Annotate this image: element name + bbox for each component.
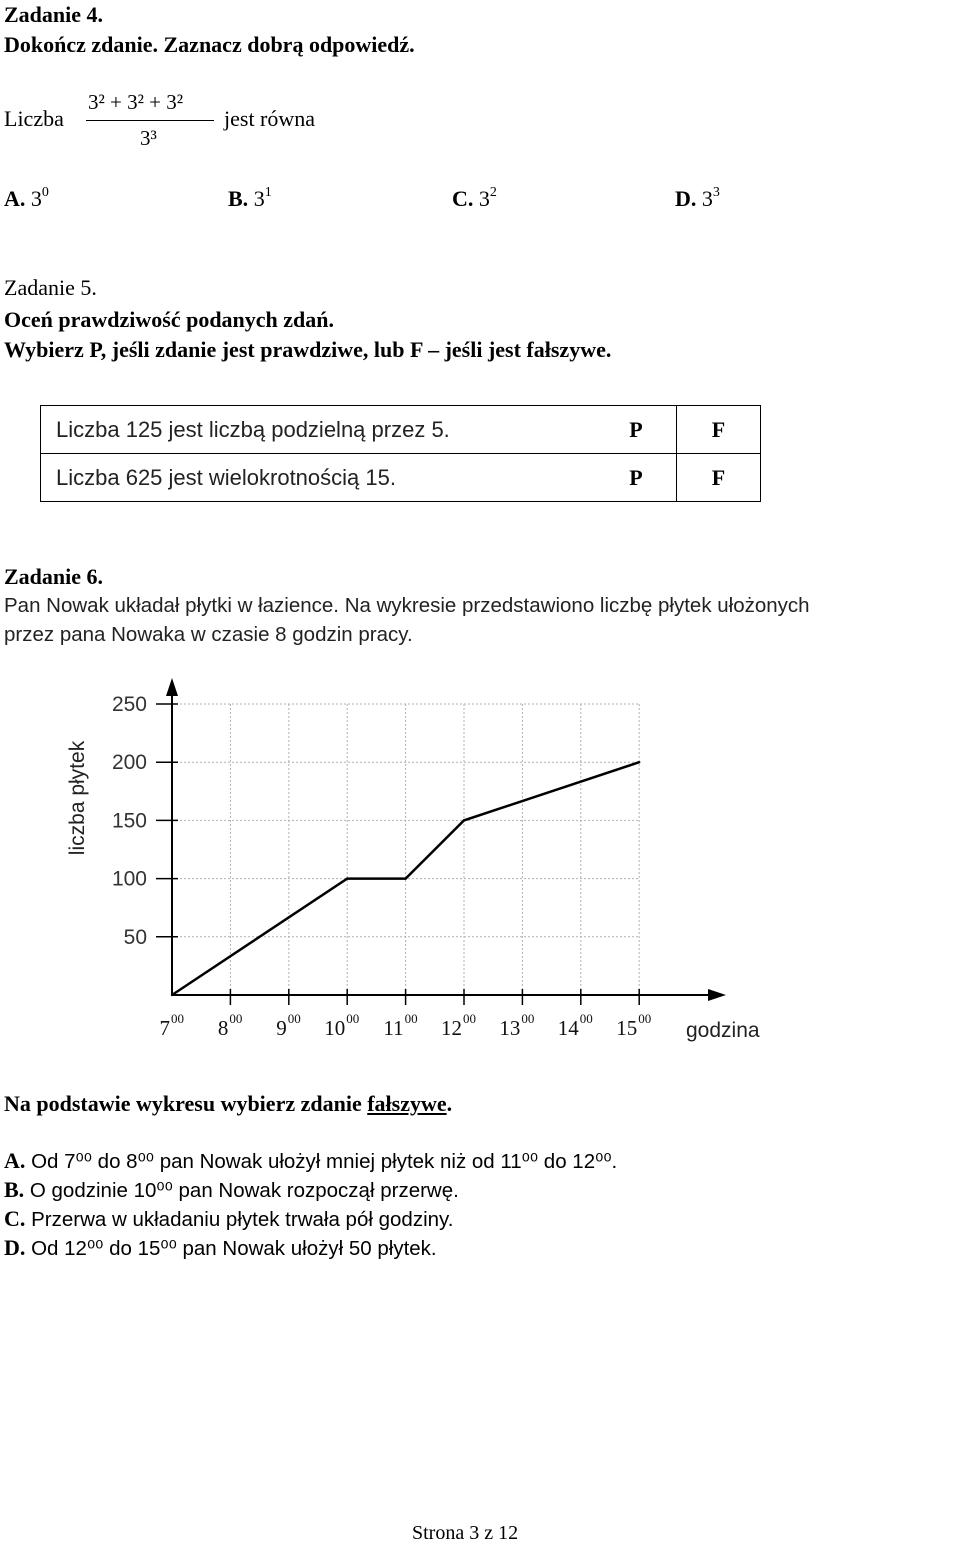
- x-tick-label-sup: 00: [521, 1011, 535, 1026]
- x-tick-label: 7: [159, 1016, 170, 1040]
- x-tick-label: 15: [616, 1016, 638, 1040]
- x-tick-label-sup: 00: [287, 1011, 301, 1026]
- option-letter: C.: [4, 1206, 26, 1231]
- task4-option-b[interactable]: [228, 185, 272, 211]
- task4-numerator: 3² + 3² + 3²: [88, 90, 184, 114]
- task4-option-c[interactable]: [452, 185, 497, 211]
- task6-option-c[interactable]: [4, 1208, 453, 1231]
- page-number: Strona 3 z 12: [412, 1522, 519, 1544]
- option-base: 3: [253, 186, 265, 211]
- x-tick-label: 12: [441, 1016, 462, 1040]
- y-tick-label: 200: [111, 751, 147, 775]
- x-tick-label-sup: 00: [346, 1011, 360, 1026]
- option-letter: C.: [452, 186, 474, 211]
- x-tick-label-sup: 00: [638, 1011, 652, 1026]
- task4-denominator: 3³: [140, 126, 157, 150]
- chart-grid: [172, 704, 639, 995]
- task4-option-a[interactable]: [4, 185, 49, 211]
- option-exp: 1: [264, 185, 272, 200]
- answer-p-1[interactable]: P: [596, 406, 677, 454]
- data-point: [638, 761, 640, 763]
- x-tick-label: 10: [324, 1016, 346, 1040]
- option-letter: A.: [4, 186, 26, 211]
- question-emphasis: fałszywe: [367, 1091, 447, 1116]
- task4-instruction: Dokończ zdanie. Zaznacz dobrą odpowiedź.: [4, 32, 415, 57]
- task5-instruction-1: Oceń prawdziwość podanych zdań.: [4, 307, 335, 332]
- option-text: O godzinie 10⁰⁰ pan Nowak rozpoczął przerwę.: [29, 1179, 459, 1202]
- task4-title: Zadanie 4.: [4, 2, 104, 27]
- data-point: [404, 877, 406, 879]
- option-text: Od 7⁰⁰ do 8⁰⁰ pan Nowak ułożył mniej płytek niż od 11⁰⁰ do 12⁰⁰.: [31, 1150, 618, 1173]
- task6-text-line-2: przez pana Nowaka w czasie 8 godzin pracy.: [4, 623, 413, 646]
- question-prefix: Na podstawie wykresu wybierz zdanie: [4, 1091, 368, 1116]
- y-axis-arrow: [166, 678, 178, 696]
- true-false-table: [40, 405, 761, 502]
- x-tick-label-sup: 00: [171, 1011, 184, 1026]
- option-letter: B.: [228, 186, 249, 211]
- option-letter: D.: [675, 186, 697, 211]
- task5-title: Zadanie 5.: [4, 275, 97, 300]
- question-period: .: [446, 1091, 453, 1116]
- option-base: 3: [701, 186, 713, 211]
- data-point: [463, 819, 465, 821]
- option-letter: B.: [4, 1177, 25, 1202]
- task4-prefix: Liczba: [4, 106, 64, 131]
- fraction-bar: [86, 120, 214, 121]
- x-tick-label: 13: [499, 1016, 521, 1040]
- task6-title: Zadanie 6.: [4, 564, 104, 589]
- chart-ticks: [156, 704, 639, 1005]
- y-tick-label: 150: [111, 809, 147, 833]
- x-tick-label-sup: 00: [579, 1011, 593, 1026]
- x-tick-label: 8: [217, 1016, 229, 1040]
- table-row: [41, 454, 761, 502]
- x-tick-label: 9: [276, 1016, 287, 1040]
- task6-option-b[interactable]: [4, 1179, 459, 1202]
- y-axis-label: liczba płytek: [66, 740, 89, 856]
- answer-p-2[interactable]: P: [596, 454, 677, 502]
- chart-labels: [66, 693, 760, 1042]
- option-letter: D.: [4, 1235, 26, 1260]
- task6-question: [4, 1093, 452, 1115]
- statement-1: Liczba 125 jest liczbą podzielną przez 5.: [41, 406, 597, 454]
- x-tick-label: 14: [557, 1016, 579, 1040]
- option-base: 3: [30, 186, 42, 211]
- y-tick-label: 100: [111, 867, 147, 891]
- x-tick-label: 11: [383, 1016, 404, 1040]
- task4-suffix: jest równa: [224, 106, 316, 131]
- x-axis-label: godzina: [686, 1019, 760, 1042]
- x-tick-label-sup: 00: [463, 1011, 476, 1026]
- option-exp: 3: [712, 185, 720, 200]
- task6-option-d[interactable]: [4, 1237, 437, 1260]
- y-tick-label: 250: [111, 693, 147, 716]
- task5-instruction-2: Wybierz P, jeśli zdanie jest prawdziwe, lub F – jeśli jest fałszywe.: [4, 337, 612, 362]
- task4-option-d[interactable]: [675, 185, 720, 211]
- option-text: Przerwa w układaniu płytek trwała pół godziny.: [31, 1208, 454, 1231]
- answer-f-1[interactable]: F: [677, 406, 761, 454]
- answer-f-2[interactable]: F: [677, 454, 761, 502]
- option-base: 3: [478, 186, 490, 211]
- x-axis-arrow: [708, 989, 726, 1001]
- option-letter: A.: [4, 1148, 26, 1173]
- tiles-chart: [0, 660, 960, 1060]
- y-tick-label: 50: [123, 925, 147, 949]
- x-tick-label-sup: 00: [229, 1011, 243, 1026]
- task6-option-a[interactable]: [4, 1150, 617, 1173]
- table-row: [41, 406, 761, 454]
- option-exp: 2: [489, 185, 497, 200]
- option-exp: 0: [41, 185, 49, 200]
- option-text: Od 12⁰⁰ do 15⁰⁰ pan Nowak ułożył 50 płytek.: [31, 1237, 437, 1260]
- x-tick-label-sup: 00: [404, 1011, 418, 1026]
- task6-text-line-1: Pan Nowak układał płytki w łazience. Na wykresie przedstawiono liczbę płytek ułożonych: [4, 594, 810, 617]
- statement-2: Liczba 625 jest wielokrotnością 15.: [41, 454, 597, 502]
- data-point: [171, 994, 173, 996]
- data-point: [346, 877, 348, 879]
